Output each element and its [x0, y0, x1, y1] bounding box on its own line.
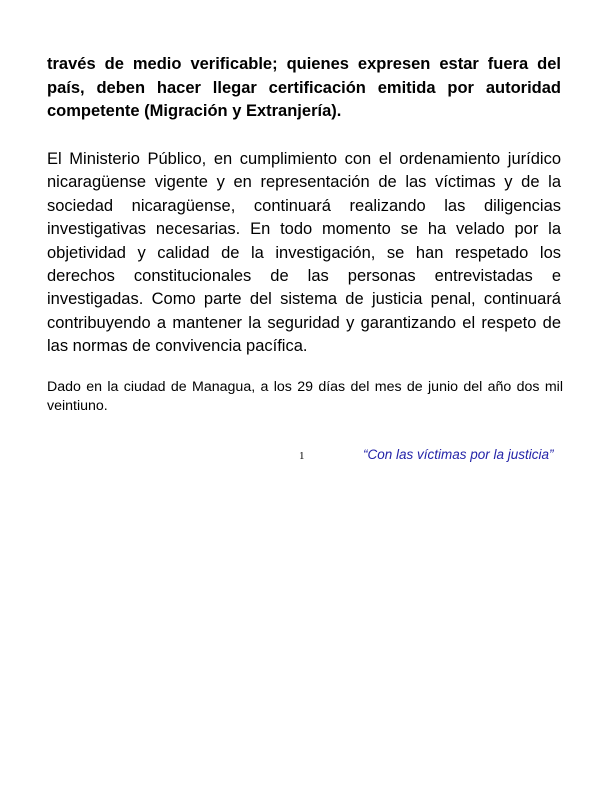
date-paragraph: Dado en la ciudad de Managua, a los 29 días del mes de junio del año dos mil veintiuno.: [47, 379, 563, 414]
bold-continuation-paragraph: través de medio verificable; quienes expresen estar fuera del país, deben hacer llegar certificación emitida por autoridad competente (Migración y Extranjería).: [47, 55, 561, 120]
main-paragraph: El Ministerio Público, en cumplimiento con el ordenamiento jurídico nicaragüense vigente y en representación de las víctimas y de la sociedad nicaragüense, continuará realizando las diligencias investigativas necesarias. En todo momento se ha velado por la objetividad y calidad de la investigación, se han respetado los derechos constitucionales de las personas entrevistadas e investigadas. Como parte del sistema de justicia penal, continuará contribuyendo a mantener la seguridad y garantizando el respeto de las normas de convivencia pacífica.: [47, 150, 561, 356]
footer-motto: “Con las víctimas por la justicia”: [363, 447, 554, 462]
page-number: 1: [299, 450, 305, 462]
